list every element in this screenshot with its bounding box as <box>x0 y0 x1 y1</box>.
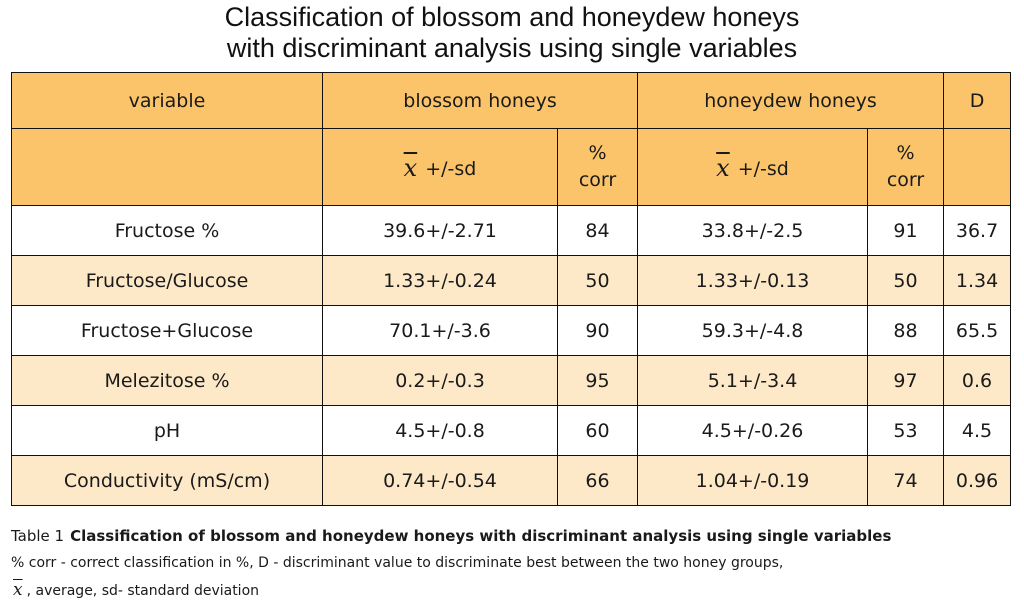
cell-honeydew-mean: 59.3+/-4.8 <box>638 306 868 356</box>
table-row <box>12 356 1011 406</box>
xbar-symbol: $\overline{x}$ <box>13 580 23 600</box>
table-caption <box>11 525 1011 602</box>
cell-honeydew-corr: 74 <box>868 456 944 506</box>
cell-d: 1.34 <box>944 256 1011 306</box>
cell-honeydew-corr: 53 <box>868 406 944 456</box>
header-d-blank <box>944 129 1011 206</box>
cell-blossom-corr: 84 <box>558 206 638 256</box>
cell-variable: Melezitose % <box>12 356 323 406</box>
cell-blossom-corr: 95 <box>558 356 638 406</box>
cell-blossom-corr: 90 <box>558 306 638 356</box>
header-row-1 <box>12 73 1011 129</box>
cell-blossom-mean: 4.5+/-0.8 <box>323 406 558 456</box>
caption-definition-line <box>11 579 1011 602</box>
xbar-symbol: $\overline{x}$ <box>716 154 730 182</box>
header-variable: variable <box>12 73 323 129</box>
pct-symbol: % <box>896 142 915 164</box>
cell-blossom-corr: 50 <box>558 256 638 306</box>
table-row <box>12 256 1011 306</box>
cell-honeydew-mean: 4.5+/-0.26 <box>638 406 868 456</box>
cell-blossom-corr: 60 <box>558 406 638 456</box>
header-blossom-pct-corr <box>558 129 638 206</box>
corr-label: corr <box>886 169 925 191</box>
cell-d: 65.5 <box>944 306 1011 356</box>
cell-blossom-mean: 39.6+/-2.71 <box>323 206 558 256</box>
mean-sd-label: +/-sd <box>737 158 789 180</box>
xbar-symbol: $\overline{x}$ <box>403 154 418 182</box>
table-row <box>12 306 1011 356</box>
caption-legend-line: % corr - correct classification in %, D - discriminant value to discriminate best between the two honey groups, <box>11 555 784 571</box>
cell-honeydew-mean: 1.33+/-0.13 <box>638 256 868 306</box>
table-row <box>12 206 1011 256</box>
cell-variable: Fructose/Glucose <box>12 256 323 306</box>
cell-blossom-mean: 0.2+/-0.3 <box>323 356 558 406</box>
header-row-2 <box>12 129 1011 206</box>
cell-honeydew-corr: 50 <box>868 256 944 306</box>
cell-honeydew-mean: 1.04+/-0.19 <box>638 456 868 506</box>
cell-d: 36.7 <box>944 206 1011 256</box>
cell-d: 4.5 <box>944 406 1011 456</box>
cell-variable: Fructose % <box>12 206 323 256</box>
caption-definition-text: , average, sd- standard deviation <box>26 583 260 599</box>
cell-honeydew-mean: 5.1+/-3.4 <box>638 356 868 406</box>
caption-label: Table 1 <box>11 527 65 545</box>
cell-d: 0.6 <box>944 356 1011 406</box>
cell-d: 0.96 <box>944 456 1011 506</box>
table-row <box>12 406 1011 456</box>
classification-table <box>11 72 1011 506</box>
header-honeydew-honeys: honeydew honeys <box>638 73 944 129</box>
header-blossom-honeys: blossom honeys <box>323 73 638 129</box>
caption-title: Classification of blossom and honeydew honeys with discriminant analysis using single variables <box>70 527 892 545</box>
mean-sd-label: +/-sd <box>425 158 477 180</box>
table-row <box>12 456 1011 506</box>
cell-blossom-corr: 66 <box>558 456 638 506</box>
cell-honeydew-corr: 88 <box>868 306 944 356</box>
title-line-2: with discriminant analysis using single variables <box>226 33 798 63</box>
header-honeydew-mean-sd <box>638 129 868 206</box>
corr-label: corr <box>578 169 617 191</box>
header-d: D <box>944 73 1011 129</box>
cell-blossom-mean: 0.74+/-0.54 <box>323 456 558 506</box>
caption-title-line <box>11 525 1011 547</box>
cell-honeydew-corr: 97 <box>868 356 944 406</box>
cell-variable: Conductivity (mS/cm) <box>12 456 323 506</box>
cell-blossom-mean: 1.33+/-0.24 <box>323 256 558 306</box>
header-variable-blank <box>12 129 323 206</box>
cell-variable: pH <box>12 406 323 456</box>
page-title <box>0 0 1024 64</box>
cell-honeydew-mean: 33.8+/-2.5 <box>638 206 868 256</box>
header-blossom-mean-sd <box>323 129 558 206</box>
cell-blossom-mean: 70.1+/-3.6 <box>323 306 558 356</box>
cell-honeydew-corr: 91 <box>868 206 944 256</box>
pct-symbol: % <box>588 142 607 164</box>
title-line-1: Classification of blossom and honeydew honeys <box>224 2 800 32</box>
cell-variable: Fructose+Glucose <box>12 306 323 356</box>
header-honeydew-pct-corr <box>868 129 944 206</box>
